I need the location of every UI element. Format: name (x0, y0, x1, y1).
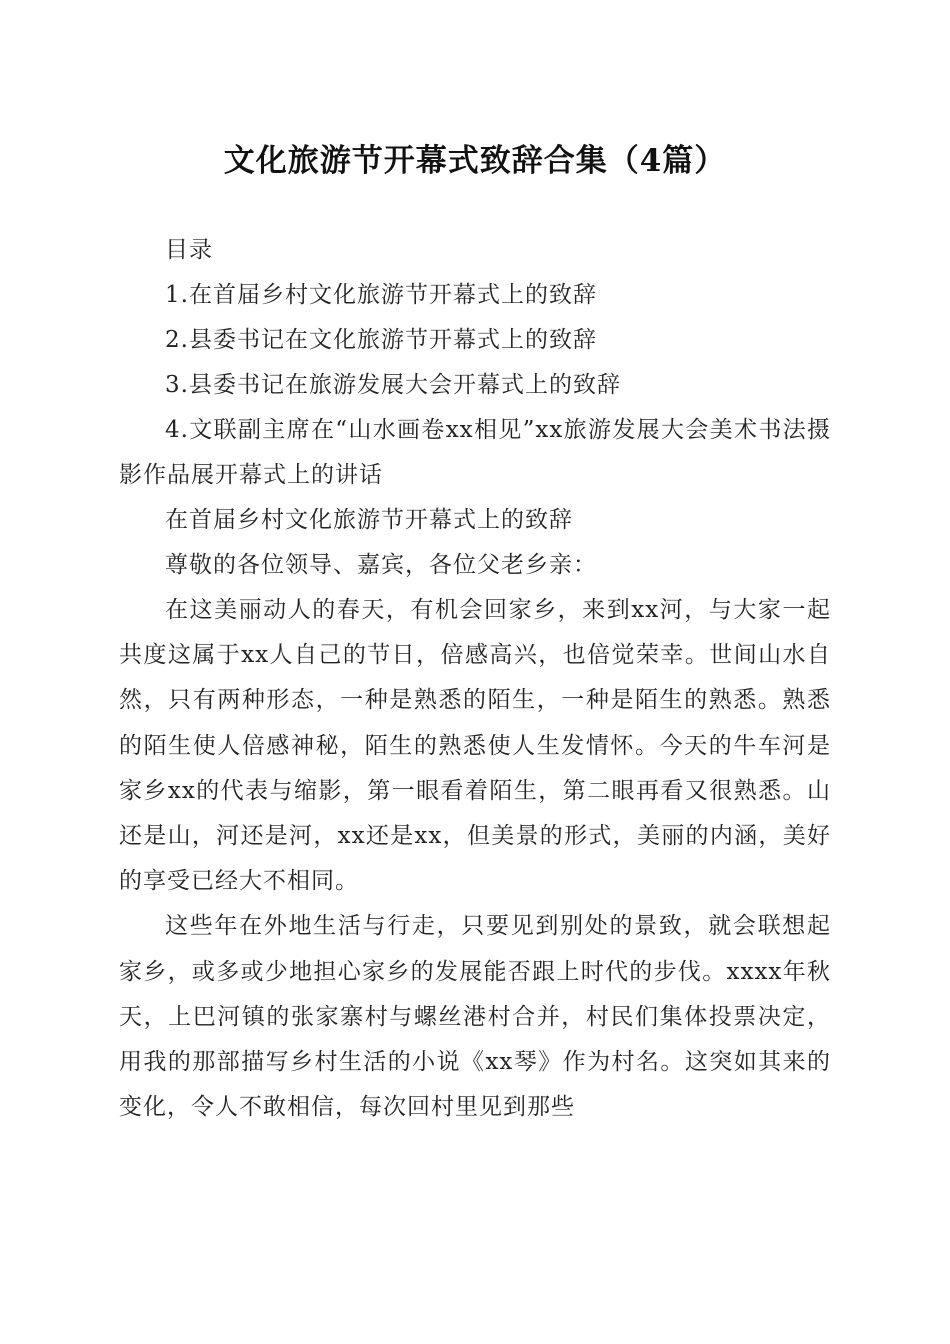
toc-item: 4.文联副主席在“山水画卷xx相见”xx旅游发展大会美术书法摄影作品展开幕式上的讲话 (119, 417, 831, 488)
toc-item: 3.县委书记在旅游发展大会开幕式上的致辞 (165, 372, 621, 398)
toc-item: 2.县委书记在文化旅游节开幕式上的致辞 (165, 327, 597, 353)
body-paragraph: 在这美丽动人的春天，有机会回家乡，来到xx河，与大家一起共度这属于xx人自己的节日，倍感高兴，也倍觉荣幸。世间山水自然，只有两种形态，一种是熟悉的陌生，一种是陌生的熟悉。熟悉的陌生使人倍感神秘，陌生的熟悉使人生发情怀。今天的牛车河是家乡xx的代表与缩影，第一眼看着陌生，第二眼再看又很熟悉。山还是山，河还是河，xx还是xx，但美景的形式，美丽的内涵，美好的享受已经大不相同。 (119, 597, 831, 895)
document-title: 文化旅游节开幕式致辞合集（4篇） (223, 143, 727, 179)
toc-item: 1.在首届乡村文化旅游节开幕式上的致辞 (165, 282, 597, 308)
body-paragraph: 这些年在外地生活与行走，只要见到别处的景致，就会联想起家乡，或多或少地担心家乡的发展能否跟上时代的步伐。xxxx年秋天，上巴河镇的张家寨村与螺丝港村合并，村民们集体投票决定，用我的那部描写乡村生活的小说《xx琴》作为村名。这突如其来的变化，令人不敢相信，每次回村里见到那些 (119, 913, 831, 1121)
document-body (119, 228, 831, 1130)
section-title: 在首届乡村文化旅游节开幕式上的致辞 (165, 507, 573, 533)
toc-heading: 目录 (165, 237, 213, 263)
salutation: 尊敬的各位领导、嘉宾，各位父老乡亲： (165, 552, 597, 578)
